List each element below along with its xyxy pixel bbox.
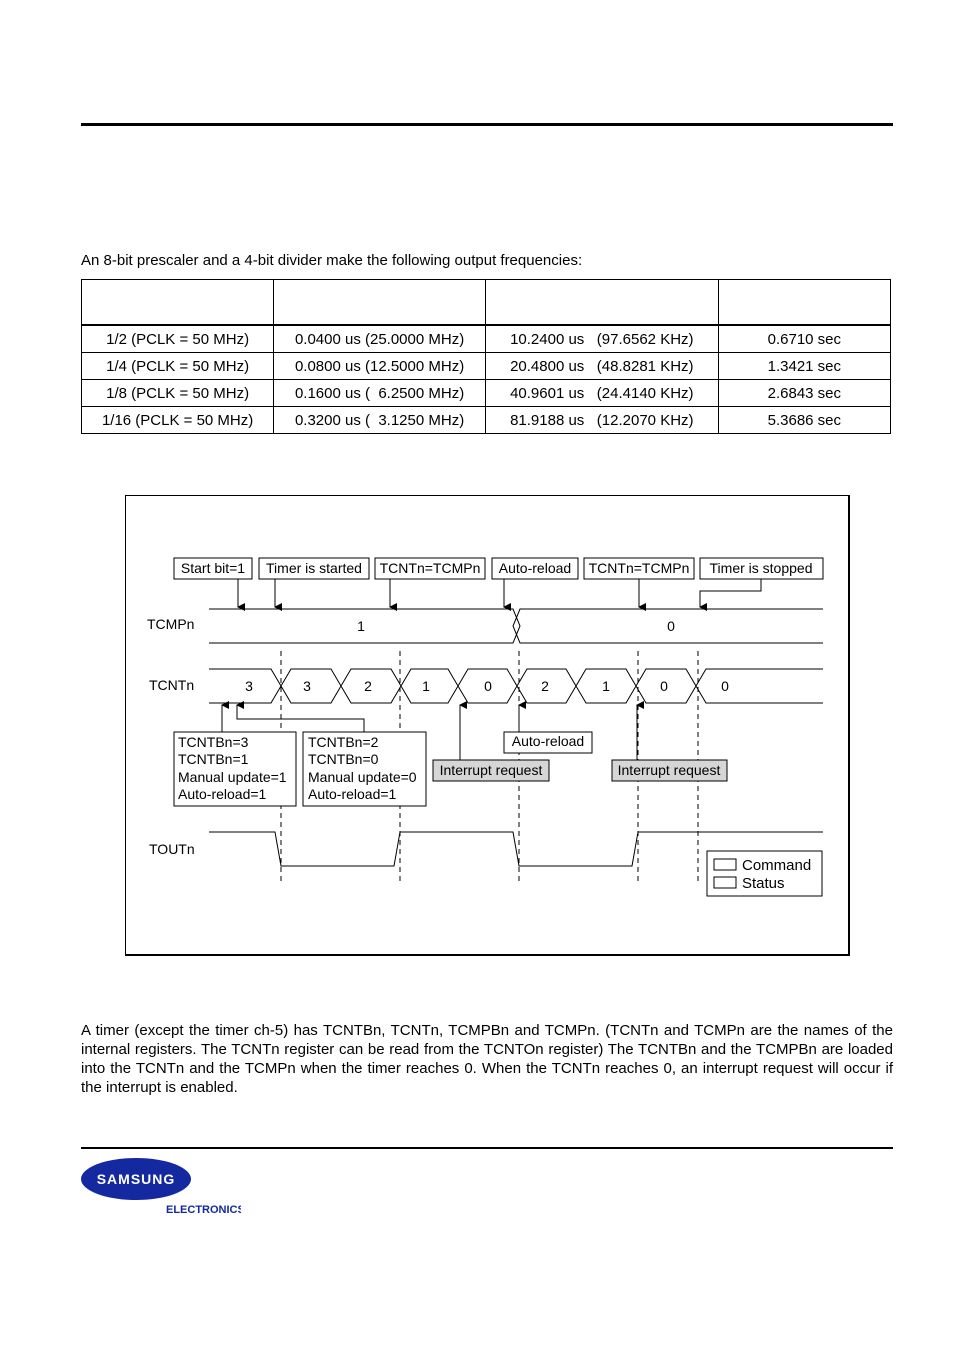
table-cell: 1/8 (PCLK = 50 MHz) — [82, 380, 274, 407]
table-row — [82, 325, 891, 353]
register-line: TCNTBn=0 — [308, 751, 379, 767]
register-line: TCNTBn=3 — [178, 734, 249, 750]
tcnt-value: 3 — [303, 678, 311, 694]
table-header — [485, 280, 718, 326]
intro-text: An 8-bit prescaler and a 4-bit divider make the following output frequencies: — [81, 252, 583, 269]
legend-command: Command — [742, 857, 812, 874]
register-line: TCNTBn=2 — [308, 734, 379, 750]
timer-timing-diagram — [125, 495, 850, 956]
table-cell: 1/2 (PCLK = 50 MHz) — [82, 325, 274, 353]
signal-label-tcmp: TCMPn — [147, 616, 195, 632]
tcnt-value: 1 — [422, 678, 430, 694]
table-header-row — [82, 280, 891, 326]
command-timer-stopped: Timer is stopped — [709, 560, 813, 576]
table-cell: 40.9601 us (24.4140 KHz) — [485, 380, 718, 407]
tcnt-value: 0 — [721, 678, 729, 694]
tcnt-value: 3 — [245, 678, 253, 694]
tcmp-waveform — [209, 609, 823, 643]
register-line: Manual update=0 — [308, 769, 417, 785]
tcmp-value: 1 — [357, 618, 365, 634]
status-auto-reload: Auto-reload — [511, 733, 585, 749]
signal-label-tout: TOUTn — [149, 841, 195, 857]
table-cell: 0.0400 us (25.0000 MHz) — [274, 325, 486, 353]
table-cell: 0.1600 us ( 6.2500 MHz) — [274, 380, 486, 407]
table-cell: 0.6710 sec — [718, 325, 890, 353]
logo-sub: ELECTRONICS — [166, 1204, 241, 1216]
legend-command-swatch — [714, 859, 736, 870]
command-tcnt-eq-tcmp: TCNTn=TCMPn — [379, 560, 481, 576]
tcnt-waveform — [209, 669, 823, 703]
table-cell: 81.9188 us (12.2070 KHz) — [485, 407, 718, 434]
table-cell: 1/4 (PCLK = 50 MHz) — [82, 353, 274, 380]
table-cell: 1/16 (PCLK = 50 MHz) — [82, 407, 274, 434]
table-header — [718, 280, 890, 326]
table-cell: 20.4800 us (48.8281 KHz) — [485, 353, 718, 380]
command-auto-reload: Auto-reload — [498, 560, 572, 576]
table-cell: 0.3200 us ( 3.1250 MHz) — [274, 407, 486, 434]
arrow — [700, 579, 761, 607]
samsung-logo-svg — [81, 1158, 241, 1218]
tcnt-value: 0 — [660, 678, 668, 694]
command-start-bit: Start bit=1 — [180, 560, 246, 576]
command-timer-started: Timer is started — [266, 560, 362, 576]
register-line: Auto-reload=1 — [178, 786, 267, 802]
command-tcnt-eq-tcmp-2: TCNTn=TCMPn — [588, 560, 690, 576]
tcmp-value: 0 — [667, 618, 675, 634]
description-paragraph: A timer (except the timer ch-5) has TCNTBn, TCNTn, TCMPBn and TCMPn. (TCNTn and TCMPn are the names of the internal registers. The TCNTn register can be read from the TCNTOn register) The TCNTBn and the TCMPBn are loaded into the TCNTn and the TCMPn when the timer reaches 0. When the TCNTn reaches 0, an interrupt request will occur if the interrupt is enabled. — [81, 1022, 893, 1096]
top-rule — [81, 123, 893, 126]
samsung-logo — [81, 1158, 241, 1223]
arrow — [237, 705, 364, 732]
legend-status-swatch — [714, 877, 736, 888]
logo-brand: SAMSUNG — [96, 1171, 176, 1187]
table-row — [82, 353, 891, 380]
frequency-table — [81, 279, 891, 434]
tcnt-value: 2 — [364, 678, 372, 694]
table-row — [82, 380, 891, 407]
register-line: TCNTBn=1 — [178, 751, 249, 767]
table-cell: 2.6843 sec — [718, 380, 890, 407]
command-boxes — [174, 558, 823, 579]
tcnt-value: 2 — [541, 678, 549, 694]
table-cell: 0.0800 us (12.5000 MHz) — [274, 353, 486, 380]
tcnt-value: 1 — [602, 678, 610, 694]
table-cell: 10.2400 us (97.6562 KHz) — [485, 325, 718, 353]
table-row — [82, 407, 891, 434]
command-arrows — [238, 579, 761, 607]
tcnt-value: 0 — [484, 678, 492, 694]
status-interrupt-request: Interrupt request — [439, 762, 543, 778]
register-line: Manual update=1 — [178, 769, 287, 785]
table-cell: 1.3421 sec — [718, 353, 890, 380]
table-cell: 5.3686 sec — [718, 407, 890, 434]
register-line: Auto-reload=1 — [308, 786, 397, 802]
legend-status: Status — [742, 875, 785, 892]
table-header — [82, 280, 274, 326]
table-header — [274, 280, 486, 326]
tcnt-values — [245, 678, 729, 694]
signal-label-tcnt: TCNTn — [149, 677, 195, 693]
bottom-rule — [81, 1147, 893, 1149]
timing-diagram-svg — [126, 496, 848, 954]
status-interrupt-request-2: Interrupt request — [617, 762, 721, 778]
